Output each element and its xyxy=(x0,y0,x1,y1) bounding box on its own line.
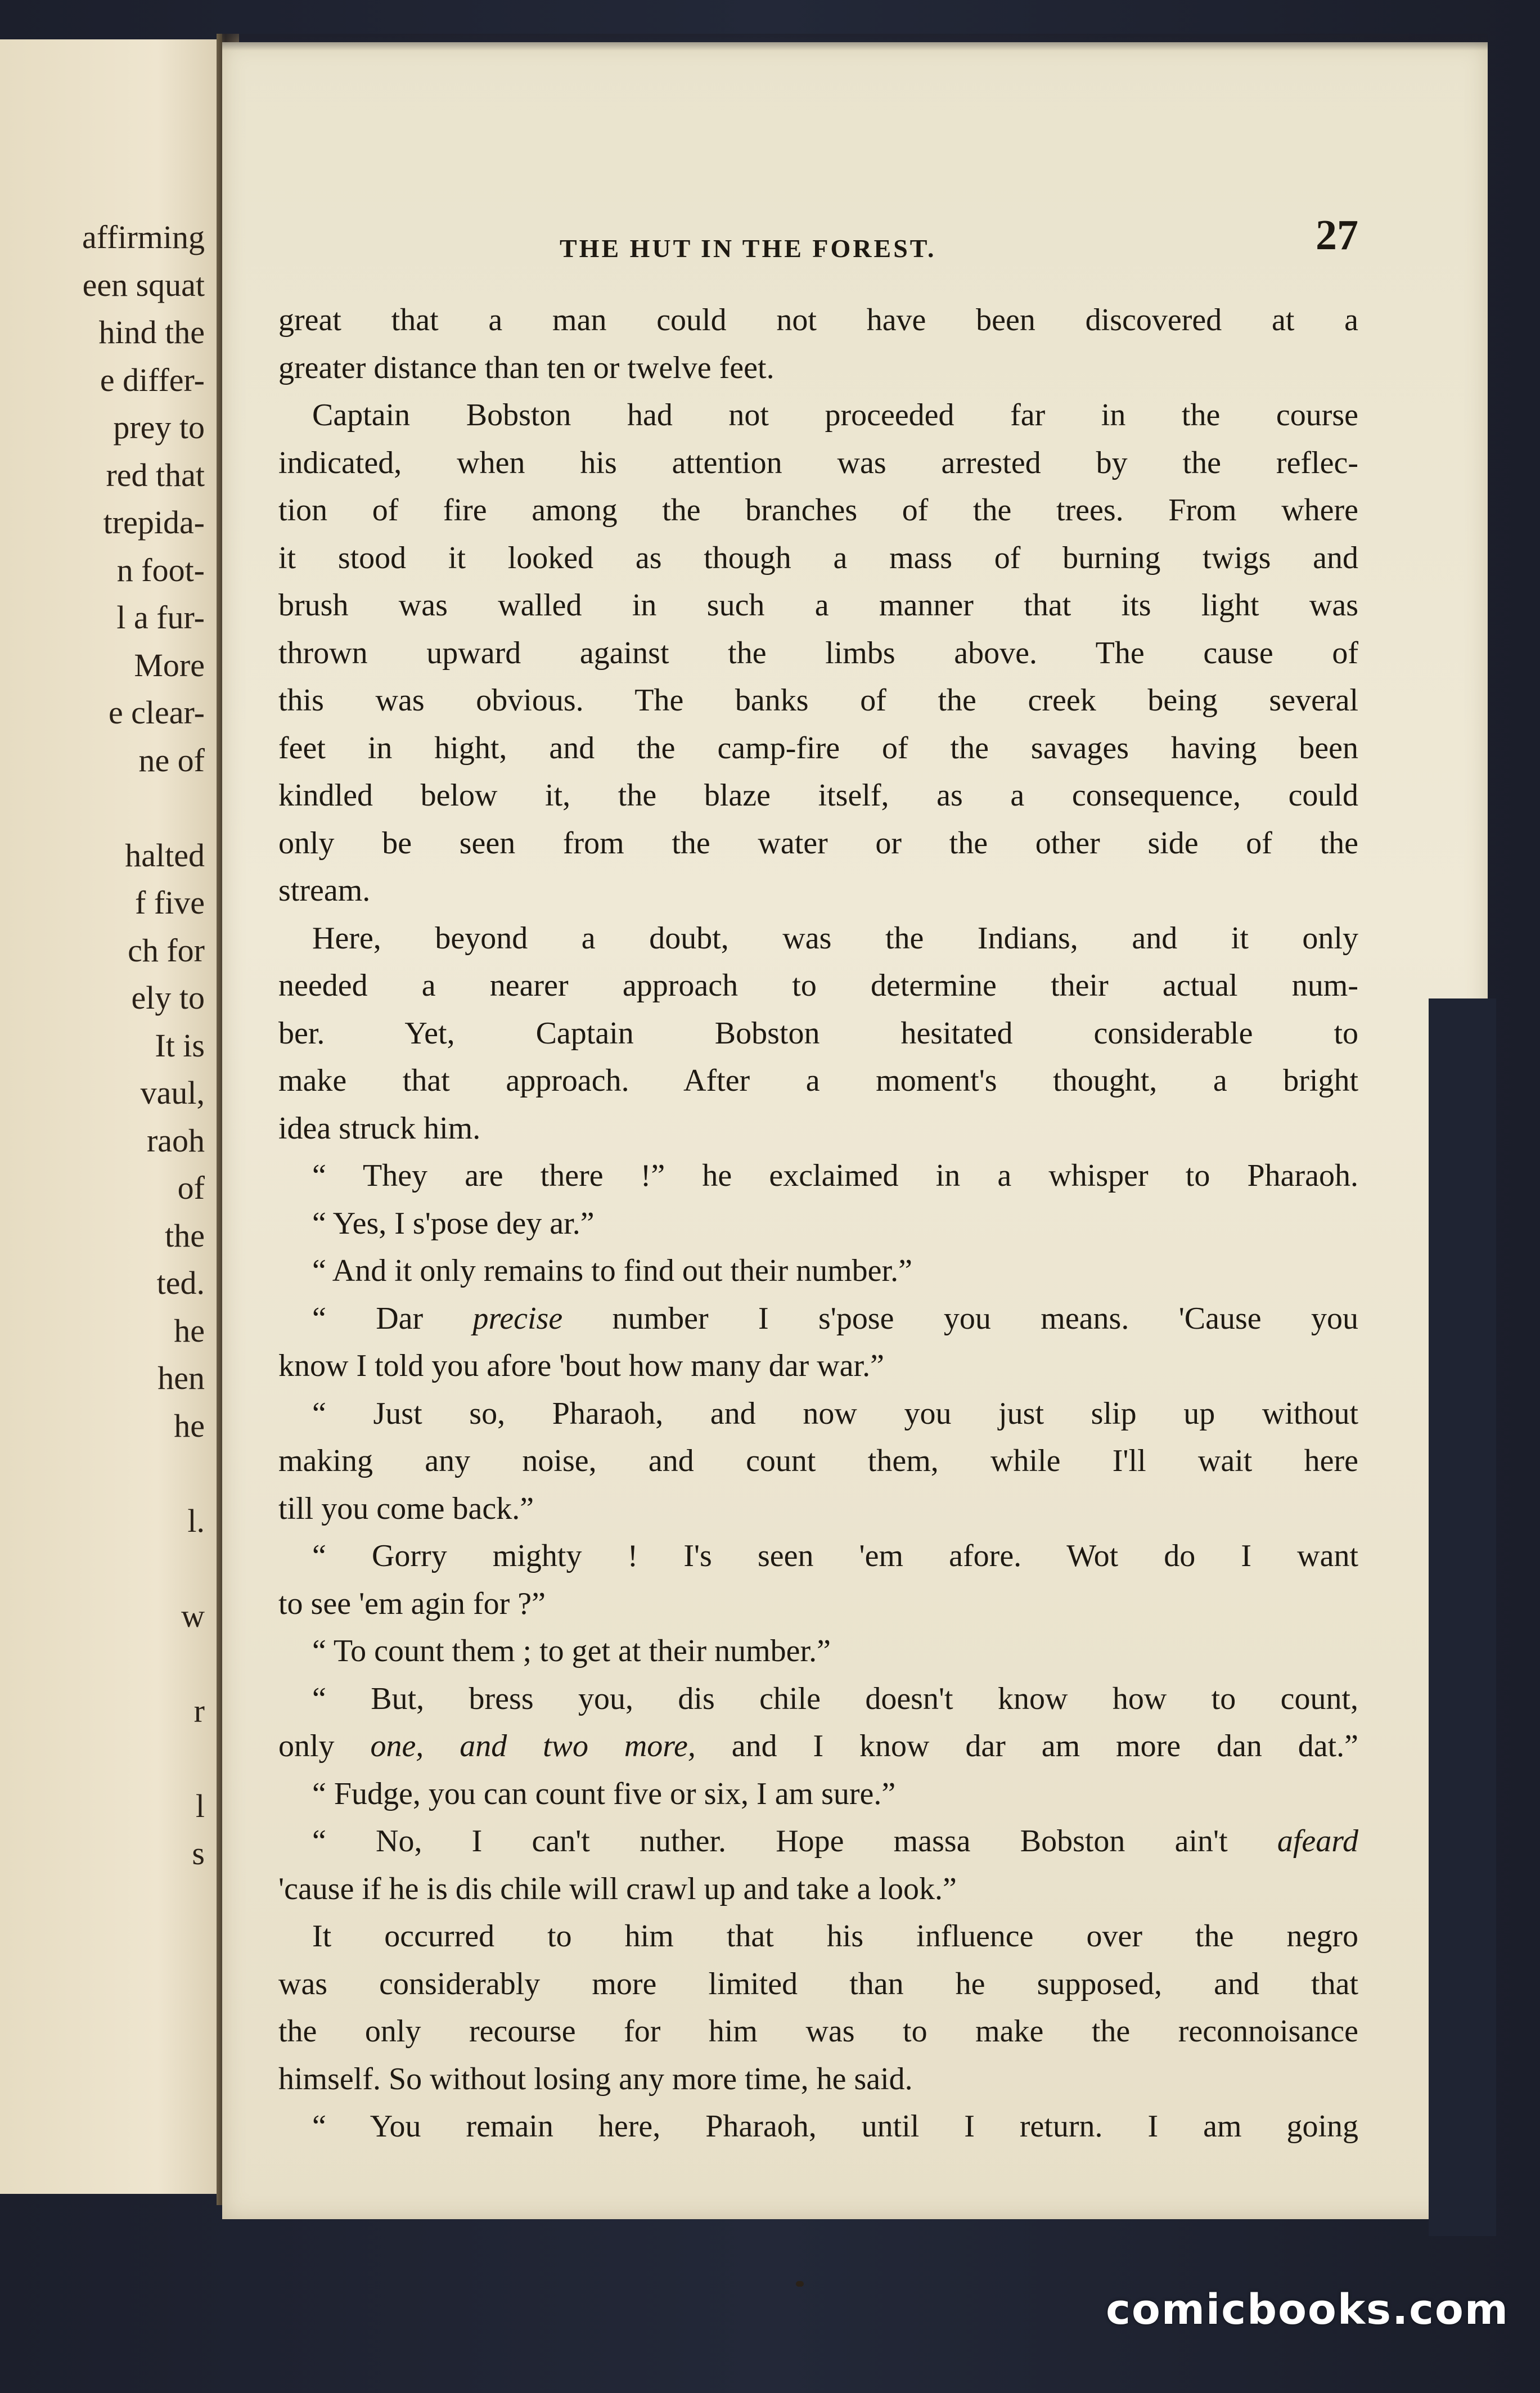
text-line: brush was walled in such a manner that its light was xyxy=(278,588,1358,623)
text-line: till you come back.” xyxy=(278,1491,534,1526)
left-page-fragment: e clear- xyxy=(108,694,205,731)
watermark: comicbooks.com xyxy=(1106,2286,1509,2334)
left-page-fragment: l xyxy=(195,1787,205,1824)
text-line: 'cause if he is dis chile will crawl up and take a look.” xyxy=(278,1871,957,1906)
text-line: himself. So without losing any more time, he said. xyxy=(278,2061,913,2097)
text-line: “ Fudge, you can count five or six, I am sure.” xyxy=(312,1776,896,1811)
left-page-fragment: of xyxy=(177,1169,205,1206)
page-number: 27 xyxy=(1316,212,1358,259)
text-line: “ And it only remains to find out their number.” xyxy=(312,1253,912,1288)
text-line: tion of fire among the branches of the trees. From where xyxy=(278,493,1358,528)
text-line: make that approach. After a moment's thought, a bright xyxy=(278,1063,1358,1098)
page-top-shadow xyxy=(222,34,1488,51)
left-page-fragment xyxy=(2,1545,205,1593)
torn-page-edge xyxy=(1429,998,1496,2236)
text-line: know I told you afore 'bout how many dar war.” xyxy=(278,1348,884,1383)
book-page xyxy=(222,42,1488,2219)
text-line: this was obvious. The banks of the creek being several xyxy=(278,683,1358,718)
text-line: only one, and two more, and I know dar am more dan dat.” xyxy=(278,1729,1358,1764)
text-line: great that a man could not have been discovered at a xyxy=(278,303,1358,338)
text-line: “ Dar precise number I s'pose you means. 'Cause you xyxy=(312,1301,1358,1336)
left-page-fragment: n foot- xyxy=(116,551,205,588)
text-line: only be seen from the water or the other side of the xyxy=(278,825,1358,861)
left-page-fragment: More xyxy=(134,646,205,683)
body-text xyxy=(278,296,1358,2151)
left-page-fragment: he xyxy=(174,1407,205,1444)
left-page-fragment xyxy=(2,1640,205,1688)
left-page-fragment: raoh xyxy=(146,1122,205,1159)
left-page-fragment: r xyxy=(193,1692,205,1729)
text-line: thrown upward against the limbs above. The cause of xyxy=(278,635,1358,671)
italic-text: precise xyxy=(472,1301,563,1336)
left-page-fragment xyxy=(2,1735,205,1783)
text-line: needed a nearer approach to determine their actual num- xyxy=(278,968,1358,1003)
left-page-text-fragments xyxy=(2,214,205,1878)
left-page-fragment: prey to xyxy=(113,409,205,446)
left-page-fragment: the xyxy=(165,1217,205,1254)
text-line: Here, beyond a doubt, was the Indians, and it only xyxy=(312,920,1358,956)
left-page-fragment: affirming xyxy=(82,219,205,255)
left-page-fragment: f five xyxy=(135,884,205,921)
text-line: It occurred to him that his influence over the negro xyxy=(312,1919,1358,1954)
text-line: “ Just so, Pharaoh, and now you just slip up without xyxy=(312,1396,1358,1431)
left-page-fragment: trepida- xyxy=(103,504,205,541)
text-line: the only recourse for him was to make the reconnoisance xyxy=(278,2014,1358,2049)
text-line: it stood it looked as though a mass of burning twigs and xyxy=(278,540,1358,575)
text-line: “ They are there !” he exclaimed in a whisper to Pharaoh. xyxy=(312,1158,1358,1193)
text-line: idea struck him. xyxy=(278,1110,481,1146)
left-page-fragment: l a fur- xyxy=(116,599,205,636)
left-page-fragment: halted xyxy=(125,836,205,874)
left-page-fragment: s xyxy=(192,1835,205,1872)
text-line: “ No, I can't nuther. Hope massa Bobston ain't afeard xyxy=(312,1824,1358,1859)
text-line: “ You remain here, Pharaoh, until I return. I am going xyxy=(312,2109,1358,2144)
left-page-fragment: ne of xyxy=(138,741,205,779)
left-page-fragment: ely to xyxy=(131,979,205,1016)
left-facing-page xyxy=(0,39,225,2194)
left-page-fragment: hen xyxy=(157,1360,205,1396)
text-line: “ Yes, I s'pose dey ar.” xyxy=(312,1206,595,1241)
left-page-fragment: It is xyxy=(155,1027,205,1064)
left-page-fragment: he xyxy=(174,1312,205,1349)
left-page-fragment: hind the xyxy=(98,314,205,350)
text-line: “ Gorry mighty ! I's seen 'em afore. Wot do I want xyxy=(312,1539,1358,1573)
text-line: feet in hight, and the camp-fire of the savages having been xyxy=(278,730,1358,766)
left-page-fragment xyxy=(2,1450,205,1497)
text-line: “ To count them ; to get at their number.” xyxy=(312,1634,831,1668)
left-page-fragment: l. xyxy=(187,1502,205,1539)
text-line: to see 'em agin for ?” xyxy=(278,1586,546,1621)
italic-text: afeard xyxy=(1277,1824,1358,1859)
italic-text: one, and two more, xyxy=(370,1729,696,1764)
left-page-fragment: w xyxy=(181,1597,205,1634)
left-page-fragment: red that xyxy=(106,456,205,493)
left-page-fragment: vaul, xyxy=(140,1074,205,1111)
left-page-fragment: ch for xyxy=(128,932,205,969)
text-line: was considerably more limited than he supposed, and that xyxy=(278,1966,1358,2001)
text-line: indicated, when his attention was arrested by the reflec- xyxy=(278,445,1358,480)
left-page-fragment xyxy=(2,784,205,832)
left-page-fragment: een squat xyxy=(82,266,205,303)
left-page-fragment: ted. xyxy=(156,1265,205,1301)
text-line: stream. xyxy=(278,873,371,908)
ink-speck xyxy=(796,2281,804,2287)
text-line: “ But, bress you, dis chile doesn't know how to count, xyxy=(312,1681,1358,1716)
page-header xyxy=(278,211,1358,267)
text-line: ber. Yet, Captain Bobston hesitated considerable to xyxy=(278,1015,1358,1051)
text-line: kindled below it, the blaze itself, as a consequence, could xyxy=(278,778,1358,813)
running-title: THE HUT IN THE FOREST. xyxy=(560,234,936,263)
text-line: making any noise, and count them, while I'll wait here xyxy=(278,1443,1358,1478)
left-page-fragment: e differ- xyxy=(100,361,205,398)
text-line: greater distance than ten or twelve feet. xyxy=(278,350,774,385)
text-line: Captain Bobston had not proceeded far in the course xyxy=(312,398,1358,433)
